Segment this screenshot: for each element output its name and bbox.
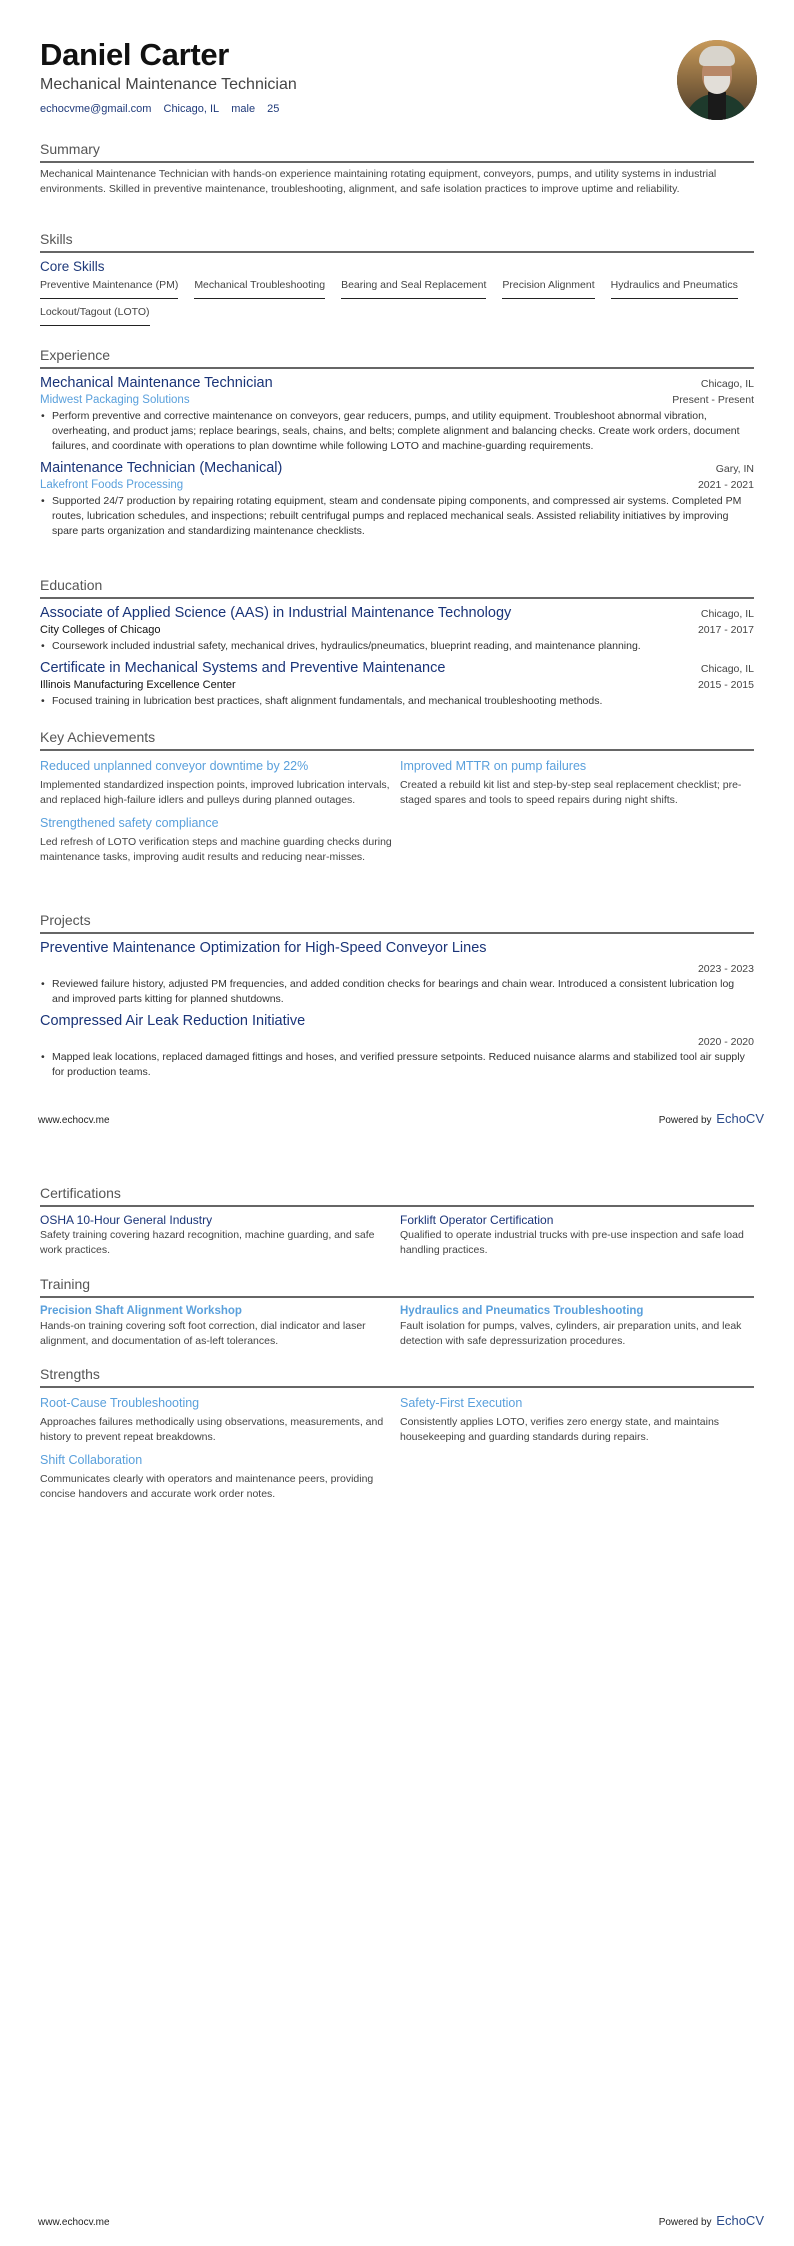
- project-entry: [40, 1012, 754, 1080]
- bullet-item: • Supported 24/7 production by repairing rotating equipment, steam and condensate piping components, and compressed air systems. Completed PM routes, lubrication schedules, and inspections; rebuilt centrifugal pumps and replaced mechanical seals. Assisted reliability initiatives by improving spare parts organization and standardizing maintenance checklists.: [40, 494, 754, 539]
- experience-section: [40, 346, 754, 539]
- school-location: Chicago, IL: [700, 608, 754, 620]
- section-divider: [40, 749, 754, 751]
- education-dates: 2017 - 2017: [697, 624, 754, 636]
- powered-by-label: Powered by: [658, 2217, 712, 2228]
- degree-title: Associate of Applied Science (AAS) in Industrial Maintenance Technology: [40, 605, 512, 621]
- education-bullets: [40, 694, 754, 709]
- section-heading: Skills: [40, 231, 73, 247]
- project-bullets: [40, 1050, 754, 1080]
- project-title: Compressed Air Leak Reduction Initiative: [40, 1013, 306, 1029]
- brand-logo[interactable]: EchoCV: [716, 2213, 764, 2228]
- training-grid: [40, 1304, 754, 1355]
- achievement-title: Improved MTTR on pump failures: [400, 759, 587, 773]
- section-heading: Key Achievements: [40, 729, 156, 745]
- education-entry: [40, 604, 754, 654]
- education-entry: [40, 659, 754, 709]
- certification-card: [40, 1213, 394, 1258]
- contact-email[interactable]: echocvme@gmail.com: [40, 103, 152, 115]
- section-divider: [40, 251, 754, 253]
- strength-card: [40, 1394, 394, 1445]
- achievement-card: [400, 757, 754, 808]
- job-dates: 2021 - 2021: [697, 479, 754, 491]
- strength-text: Approaches failures methodically using observations, measurements, and history to prevent repeat breakdowns.: [40, 1416, 384, 1443]
- section-heading: Education: [40, 577, 103, 593]
- website-link[interactable]: www.echocv.me: [38, 2217, 110, 2228]
- training-card: [400, 1304, 754, 1349]
- bullet-item: • Focused training in lubrication best practices, shaft alignment fundamentals, and mechanical troubleshooting methods.: [40, 694, 754, 709]
- experience-entry: [40, 459, 754, 539]
- section-divider: [40, 597, 754, 599]
- training-text: Hands-on training covering soft foot correction, dial indicator and laser alignment, and documentation of as-left tolerances.: [40, 1320, 366, 1347]
- project-title: Preventive Maintenance Optimization for High-Speed Conveyor Lines: [40, 940, 487, 956]
- contact-age: 25: [267, 103, 280, 115]
- project-dates: 2020 - 2020: [697, 1036, 754, 1048]
- summary-section: [40, 140, 754, 197]
- achievements-section: [40, 728, 754, 871]
- certification-text: Safety training covering hazard recognition, machine guarding, and safe work practices.: [40, 1229, 375, 1256]
- candidate-title: Mechanical Maintenance Technician: [40, 76, 297, 93]
- certification-title: Forklift Operator Certification: [400, 1213, 554, 1227]
- strength-card: [400, 1394, 754, 1445]
- achievement-text: Led refresh of LOTO verification steps and machine guarding checks during maintenance tasks, improving audit results and reducing near-misses.: [40, 836, 392, 863]
- resume-page-2: [0, 1123, 794, 2246]
- section-divider: [40, 1386, 754, 1388]
- skills-section: [40, 230, 754, 332]
- strength-card: [40, 1451, 394, 1502]
- job-title: Maintenance Technician (Mechanical): [40, 460, 283, 476]
- summary-text: Mechanical Maintenance Technician with hands-on experience maintaining rotating equipment, conveyors, pumps, and utility systems in industrial environments. Skilled in preventive maintenance, troubleshooting, alignment, and safe isolation practices to improve uptime and reliability.: [40, 168, 717, 195]
- section-heading: Training: [40, 1276, 91, 1292]
- strengths-grid: [40, 1394, 754, 1508]
- training-section: [40, 1275, 754, 1355]
- skill-tag: Preventive Maintenance (PM): [40, 278, 178, 299]
- certifications-section: [40, 1184, 754, 1264]
- contact-gender: male: [231, 103, 256, 115]
- section-divider: [40, 1205, 754, 1207]
- achievements-grid: [40, 757, 754, 871]
- bullet-item: • Mapped leak locations, replaced damaged fittings and hoses, and verified pressure setpoints. Reduced nuisance alarms and stabilized tool air supply for production teams.: [40, 1050, 754, 1080]
- strengths-section: [40, 1365, 754, 1508]
- skill-tag: Hydraulics and Pneumatics: [611, 278, 738, 299]
- strength-title: Shift Collaboration: [40, 1453, 143, 1467]
- project-bullets: [40, 977, 754, 1007]
- achievement-text: Created a rebuild kit list and step-by-step seal replacement checklist; pre-staged spares and tools to speed repairs during night shifts.: [400, 779, 742, 806]
- job-location: Gary, IN: [715, 463, 754, 475]
- training-text: Fault isolation for pumps, valves, cylinders, air preparation units, and leak detection with safe depressurization procedures.: [400, 1320, 742, 1347]
- job-title: Mechanical Maintenance Technician: [40, 375, 273, 391]
- certifications-grid: [40, 1213, 754, 1264]
- powered-by-label: Powered by: [658, 1115, 712, 1126]
- section-heading: Projects: [40, 912, 91, 928]
- certification-card: [400, 1213, 754, 1258]
- experience-entry: [40, 374, 754, 454]
- training-card: [40, 1304, 394, 1349]
- contact-location: Chicago, IL: [163, 103, 220, 115]
- job-location: Chicago, IL: [700, 378, 754, 390]
- school-name: Illinois Manufacturing Excellence Center: [40, 679, 236, 691]
- achievement-card: [40, 757, 394, 808]
- training-title: Hydraulics and Pneumatics Troubleshooting: [400, 1305, 644, 1317]
- resume-header: [40, 38, 680, 116]
- strength-title: Safety-First Execution: [400, 1396, 523, 1410]
- strength-title: Root-Cause Troubleshooting: [40, 1396, 200, 1410]
- company-name: Midwest Packaging Solutions: [40, 394, 190, 406]
- achievement-title: Strengthened safety compliance: [40, 816, 219, 830]
- website-link[interactable]: www.echocv.me: [38, 1115, 110, 1126]
- brand-logo[interactable]: EchoCV: [716, 1111, 764, 1126]
- skill-tag: Lockout/Tagout (LOTO): [40, 305, 150, 326]
- avatar-hair: [699, 46, 735, 66]
- job-bullets: [40, 409, 754, 454]
- candidate-name: Daniel Carter: [40, 37, 230, 72]
- powered-by: [659, 2213, 764, 2228]
- project-entry: [40, 939, 754, 1007]
- education-section: [40, 576, 754, 709]
- company-name: Lakefront Foods Processing: [40, 479, 184, 491]
- section-heading: Summary: [40, 141, 100, 157]
- projects-section: [40, 911, 754, 1080]
- job-dates: Present - Present: [672, 394, 754, 406]
- skill-tag: Precision Alignment: [502, 278, 594, 299]
- contact-info: [40, 102, 680, 116]
- section-heading: Certifications: [40, 1185, 121, 1201]
- section-heading: Strengths: [40, 1366, 100, 1382]
- page-footer: [38, 2213, 764, 2228]
- degree-title: Certificate in Mechanical Systems and Preventive Maintenance: [40, 660, 446, 676]
- training-title: Precision Shaft Alignment Workshop: [40, 1305, 242, 1317]
- section-divider: [40, 1296, 754, 1298]
- education-bullets: [40, 639, 754, 654]
- skill-tag: Bearing and Seal Replacement: [341, 278, 486, 299]
- job-bullets: [40, 494, 754, 539]
- school-name: City Colleges of Chicago: [40, 624, 161, 636]
- skill-tag: Mechanical Troubleshooting: [194, 278, 325, 299]
- bullet-item: • Reviewed failure history, adjusted PM frequencies, and added condition checks for bearings and chain wear. Introduced a consistent lubrication log and improved parts kitting for planned shutdowns.: [40, 977, 754, 1007]
- section-heading: Experience: [40, 347, 111, 363]
- section-divider: [40, 932, 754, 934]
- section-divider: [40, 161, 754, 163]
- achievement-card: [40, 814, 394, 865]
- strength-text: Communicates clearly with operators and maintenance peers, providing concise handovers and accurate work order notes.: [40, 1473, 374, 1500]
- achievement-title: Reduced unplanned conveyor downtime by 22%: [40, 759, 309, 773]
- strength-text: Consistently applies LOTO, verifies zero energy state, and maintains housekeeping and guarding standards during repairs.: [400, 1416, 720, 1443]
- certification-title: OSHA 10-Hour General Industry: [40, 1213, 213, 1227]
- achievement-text: Implemented standardized inspection points, improved lubrication intervals, and replaced high-failure idlers and pulleys during planned outages.: [40, 779, 390, 806]
- section-divider: [40, 367, 754, 369]
- skills-group-label: Core Skills: [40, 259, 105, 274]
- avatar: [677, 40, 757, 120]
- bullet-item: • Perform preventive and corrective maintenance on conveyors, gear reducers, pumps, and utility equipment. Troubleshoot abnormal vibration, overheating, and product jams; replace bearings, seals, chains, and belts; complete alignment and balancing checks. Create work orders, document failures, and coordinate with operations to plan downtime while following LOTO and machine-guarding requirements.: [40, 409, 754, 454]
- education-dates: 2015 - 2015: [697, 679, 754, 691]
- certification-text: Qualified to operate industrial trucks with pre-use inspection and safe load handling practices.: [400, 1229, 744, 1256]
- school-location: Chicago, IL: [700, 663, 754, 675]
- avatar-collar: [708, 92, 726, 120]
- project-dates: 2023 - 2023: [697, 963, 754, 975]
- bullet-item: • Coursework included industrial safety, mechanical drives, hydraulics/pneumatics, blueprint reading, and maintenance planning.: [40, 639, 754, 654]
- skills-list: [40, 278, 754, 332]
